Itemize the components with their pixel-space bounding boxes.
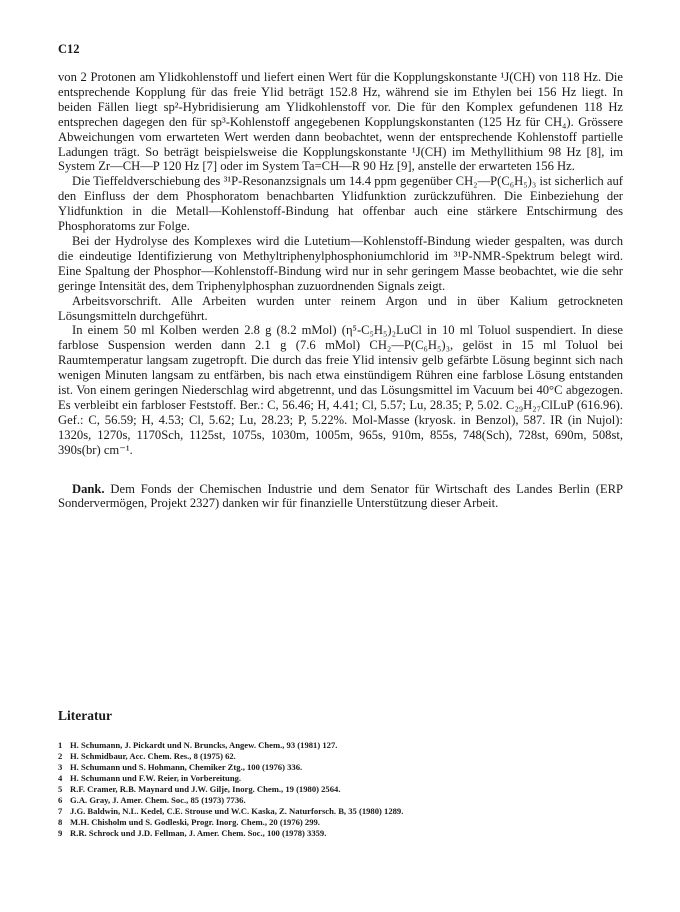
reference-number: 4	[58, 773, 63, 783]
reference-text: H. Schumann und S. Hohmann, Chemiker Ztg., 100 (1976) 336.	[70, 762, 303, 772]
acknowledgement-text: Dem Fonds der Chemischen Industrie und dem Senator für Wirtschaft des Landes Berlin (ERP Sondervermögen, Projekt 2327) danken wir für finanzielle Unterstützung dieser Arbeit.	[58, 481, 623, 511]
reference-item	[58, 773, 638, 784]
reference-number: 2	[58, 751, 63, 761]
article-body	[58, 70, 623, 511]
reference-number: 7	[58, 806, 63, 816]
reference-item	[58, 751, 638, 762]
paragraph-phosphorus-shift: Die Tieffeldverschiebung des ³¹P-Resonanzsignals um 14.4 ppm gegenüber CH₂—P(C₆H₅)₃ ist sicherlich auf den Einfluss der dem Phosphoratom benachbarten Ylidfunktion zurückzuführen. Die Einbeziehung der Ylidfunktion in die Metall—Kohlenstoff-Bindung hat offenbar auch eine stärkere Entschirmung des Phosphoratoms zur Folge.	[58, 174, 623, 234]
reference-list	[58, 740, 638, 839]
reference-text: G.A. Gray, J. Amer. Chem. Soc., 85 (1973) 7736.	[70, 795, 246, 805]
reference-item	[58, 784, 638, 795]
reference-text: H. Schumann und F.W. Reier, in Vorbereitung.	[70, 773, 242, 783]
reference-item	[58, 806, 638, 817]
reference-item	[58, 817, 638, 828]
reference-item	[58, 828, 638, 839]
reference-text: H. Schumann, J. Pickardt und N. Bruncks, Angew. Chem., 93 (1981) 127.	[70, 740, 338, 750]
literature-heading: Literatur	[58, 708, 112, 723]
reference-number: 9	[58, 828, 63, 838]
reference-text: R.F. Cramer, R.B. Maynard und J.W. Gilje, Inorg. Chem., 19 (1980) 2564.	[70, 784, 341, 794]
reference-text: R.R. Schrock und J.D. Fellman, J. Amer. Chem. Soc., 100 (1978) 3359.	[70, 828, 327, 838]
acknowledgement	[58, 482, 623, 512]
paragraph-hydrolysis: Bei der Hydrolyse des Komplexes wird die Lutetium—Kohlenstoff-Bindung wieder gespalten, was durch die eindeutige Identifizierung von Methyltriphenylphosphoniumchlorid im ³¹P-NMR-Spektrum belegt wird. Eine Spaltung der Phosphor—Kohlenstoff-Bindung wird nur in sehr geringem Masse beobachtet, wie die sehr geringe Intensität des, dem Triphenylphosphan zuzuordnenden Signals zeigt.	[58, 233, 623, 293]
paragraph-coupling-constants: von 2 Protonen am Ylidkohlenstoff und liefert einen Wert für die Kopplungskonstante ¹J(CH) von 118 Hz. Die entsprechende Kopplung für das freie Ylid beträgt 152.8 Hz, während sie im Ethylen bei 156 Hz liegt. In beiden Fällen liegt sp²-Hybridisierung am Ylidkohlenstoff vor. Die für den Komplex gefundenen 118 Hz entsprechen dagegen den für sp³-Kohlenstoff angegebenen Kopplungskonstanten (125 Hz für CH₄). Grössere Abweichungen vom erwarteten Wert werden dann beobachtet, wenn der entsprechende Kohlenstoff partielle Ladungen trägt. So beträgt beispielsweise die Kopplungskonstante ¹J(CH) im Methyllithium 98 Hz [8], im System Zr—CH—P 120 Hz [7] oder im System Ta=CH—R 90 Hz [9], anstelle der erwarteten 156 Hz.	[58, 70, 623, 174]
reference-number: 3	[58, 762, 63, 772]
reference-item	[58, 795, 638, 806]
paragraph-procedure-intro: Arbeitsvorschrift. Alle Arbeiten wurden unter reinem Argon und in über Kalium getrockneten Lösungsmitteln durchgeführt.	[58, 293, 623, 323]
acknowledgement-label: Dank.	[72, 481, 105, 496]
reference-item	[58, 762, 638, 773]
reference-text: M.H. Chisholm und S. Godleski, Progr. Inorg. Chem., 20 (1976) 299.	[70, 817, 320, 827]
reference-number: 6	[58, 795, 63, 805]
paragraph-procedure: In einem 50 ml Kolben werden 2.8 g (8.2 mMol) (η⁵-C₅H₅)₂LuCl in 10 ml Toluol suspendiert. In diese farblose Suspension werden dann 2.1 g (7.6 mMol) CH₂—P(C₆H₅)₃, gelöst in 15 ml Toluol bei Raumtemperatur langsam zugetropft. Die durch das freie Ylid intensiv gelb gefärbte Lösung beginnt sich nach wenigen Minuten langsam zu entfärben, bis nach etwa einstündigem Rühren eine farblose Lösung entstanden ist. Von einem geringen Niederschlag wird abgetrennt, und das Lösungsmittel im Vacuum bei 40°C abgezogen. Es verbleibt ein farbloser Feststoff. Ber.: C, 56.46; H, 4.41; Cl, 5.57; Lu, 28.35; P, 5.02. C₂₉H₂₇ClLuP (616.96). Gef.: C, 56.59; H, 4.53; Cl, 5.62; Lu, 28.23; P, 5.22%. Mol-Masse (kryosk. in Benzol), 587. IR (in Nujol): 1320s, 1270s, 1170Sch, 1125st, 1075s, 1030m, 1005m, 965s, 910m, 855s, 748(Sch), 728st, 690m, 508st, 390s(br) cm⁻¹.	[58, 323, 623, 457]
page-number: C12	[58, 42, 80, 56]
reference-text: H. Schmidbaur, Acc. Chem. Res., 8 (1975) 62.	[70, 751, 236, 761]
reference-number: 1	[58, 740, 63, 750]
reference-text: J.G. Baldwin, N.L. Kedel, C.E. Strouse und W.C. Kaska, Z. Naturforsch. B, 35 (1980) 1289.	[70, 806, 404, 816]
reference-number: 8	[58, 817, 63, 827]
reference-number: 5	[58, 784, 63, 794]
reference-item	[58, 740, 638, 751]
